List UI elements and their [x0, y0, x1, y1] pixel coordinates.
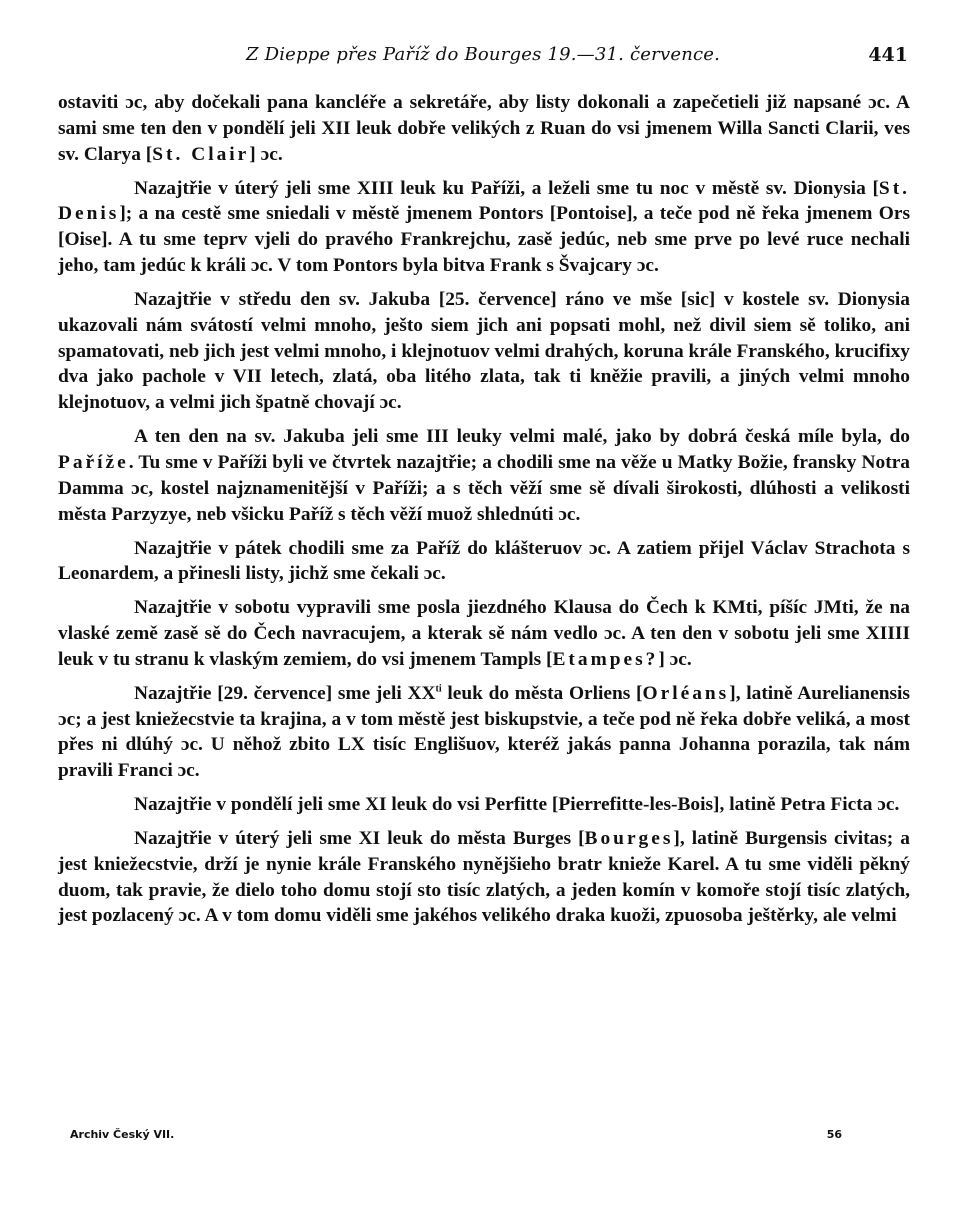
paragraph — [58, 287, 910, 416]
text-run: Nazajtřie v úterý jeli sme XIII leuk ku Paříži, a leželi sme tu noc v městě sv. Dionysia [ — [134, 177, 879, 199]
text-run: Nazajtřie [29. července] sme jeli XX — [134, 682, 436, 704]
page-header — [58, 44, 908, 70]
running-title: Z Dieppe přes Paříž do Bourges 19.—31. července. — [245, 44, 721, 65]
page-number: 441 — [868, 44, 908, 66]
spaced-text: St. Clair — [152, 143, 250, 165]
paragraph — [58, 826, 910, 929]
spaced-text: Etampes? — [552, 648, 659, 670]
text-run: Nazajtřie v sobotu vypravili sme posla jiezdného Klausa do Čech k KMti, píšíc JMti, že na vlaské země zasě sě do Čech navracujem, a kterak sě nám vedlo ɔc. A ten den v sobotu jeli sme XIIII leuk v tu stranu k vlaským zemiem, do vsi jmenem Tampls [ — [58, 597, 910, 670]
text-run: ] ɔc. — [658, 648, 692, 670]
paragraph — [58, 792, 910, 818]
footer-sheet-number: 56 — [826, 1128, 842, 1141]
text-run: ]; a na cestě sme sniedali v městě jmenem Pontors [Pontoise], a teče pod ně řeka jmenem Ors [Oise]. A tu sme teprv vjeli do pravého Frankrejchu, zasě jedúc, neb sme prve po levé ruce nechali jeho, tam jedúc k králi ɔc. V tom Pontors byla bitva Frank s Švajcary ɔc. — [58, 203, 910, 277]
text-run: Nazajtřie v středu den sv. Jakuba [25. července] ráno ve mše [sic] v kostele sv. Dionysia ukazovali nám svátostí velmi mnoho, ješto siem jich ani popsati mohl, než divil siem sě toliko, ani spamatovati, neb jich jest velmi mnoho, i klejnotuov velmi drahých, koruna krále Franského, krucifixy dva jako pachole v VII letech, zlatá, oba litého zlata, tak ti kněžie pravili, a jiných velmi mnoho klejnotuov, a velmi jich špatně chovají ɔc. — [58, 288, 910, 414]
text-run: ], latině Aurelianensis ɔc; a jest kniežecstvie ta krajina, a v tom městě jest biskupstvie, a teče pod ně řeka dobře veliká, a most přes ni dlúhý ɔc. U něhož zbito LX tisíc Englišuov, kteréž jakás panna Johanna porazila, tak nám pravili Franci ɔc. — [58, 682, 910, 782]
text-run: Nazajtřie v úterý jeli sme XI leuk do města Burges [ — [134, 827, 585, 849]
spaced-text: Bourges — [584, 827, 674, 849]
text-run: Nazajtřie v pátek chodili sme za Paříž do klášteruov ɔc. A zatiem přijel Václav Strachota s Leonardem, a přinesli listy, jichž sme čekali ɔc. — [58, 537, 910, 585]
text-run: Nazajtřie v pondělí jeli sme XI leuk do vsi Perfitte [Pierrefitte-les-Bois], latině Petra Ficta ɔc. — [134, 794, 900, 816]
text-run: A ten den na sv. Jakuba jeli sme III leuky velmi malé, jako by dobrá česká míle byla, do — [134, 426, 910, 448]
paragraph — [58, 176, 910, 279]
paragraph — [58, 681, 910, 784]
superscript-text: ti — [435, 683, 442, 695]
body-text — [58, 90, 910, 937]
text-run: ] ɔc. — [249, 143, 283, 165]
footer-signature: Archiv Český VII. — [70, 1128, 175, 1141]
spaced-text: Orléans — [642, 682, 730, 704]
paragraph — [58, 595, 910, 673]
spaced-text: St. Denis — [58, 177, 910, 225]
text-run: ], latině Burgensis civitas; a jest kniežecstvie, drží je nynie krále Franského nynějšieho bratr knieže Karel. A tu sme viděli pěkný duom, tak pravie, že dielo toho domu stojí sto tisíc zlatých, a jeden komín v komoře stojí tisíc zlatých, jest pozlacený ɔc. A v tom domu viděli sme jakéhos velikého draka kuoži, zpuosoba ještěrky, ale velmi — [58, 827, 910, 927]
text-run: ostaviti ɔc, aby dočekali pana kancléře a sekretáře, aby listy dokonali a zapečetieli již napsané ɔc. A sami sme ten den v pondělí jeli XII leuk dobře velikých z Ruan do vsi jmenem Willa Sancti Clarii, ves sv. Clarya [ — [58, 92, 910, 165]
paragraph — [58, 424, 910, 527]
paragraph — [58, 536, 910, 588]
text-run: . Tu sme v Paříži byli ve čtvrtek nazajtřie; a chodili sme na věže u Matky Božie, fransky Notra Damma ɔc, kostel najznamenitější v Paříži; a s těch věží sme sě dívali širokosti, dlúhosti a velikosti města Parzyzye, neb všicku Paříž s těch věží muož shlednúti ɔc. — [58, 451, 910, 525]
page-footer — [70, 1128, 842, 1146]
text-run: leuk do města Orliens [ — [441, 682, 643, 704]
paragraph — [58, 90, 910, 168]
spaced-text: Paříže — [58, 451, 129, 473]
